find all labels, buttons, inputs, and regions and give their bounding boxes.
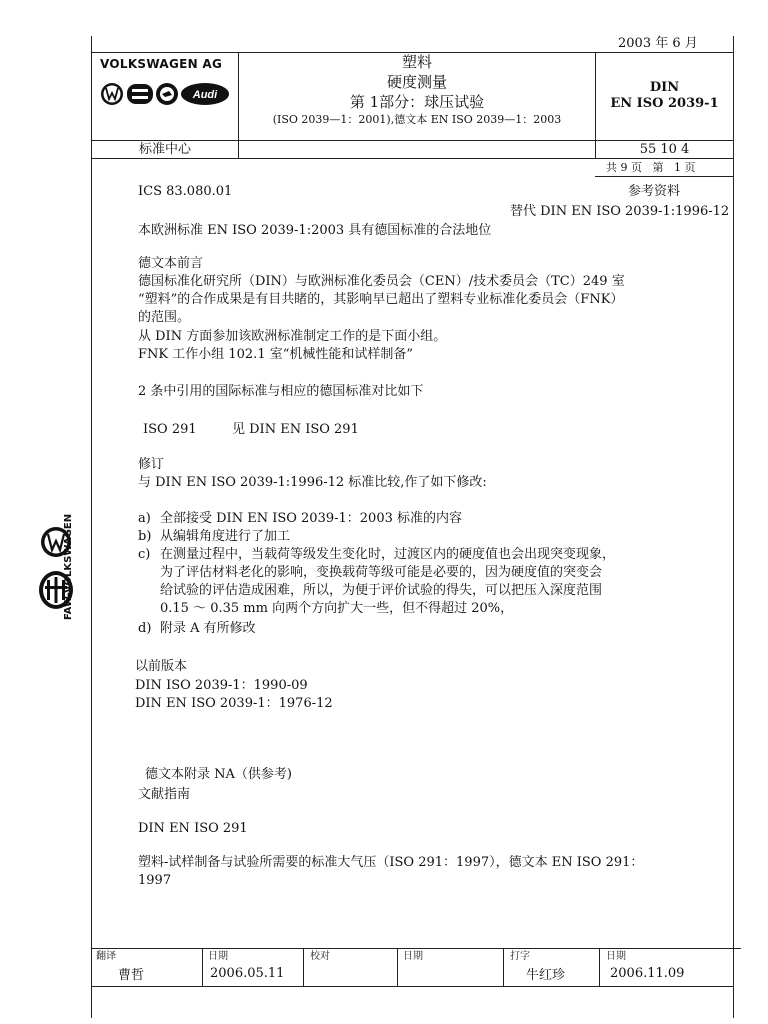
header-bottom-rule [91,158,734,159]
foreword-title: 德文本前言 [138,256,204,271]
footer-label-proof: 校对 [310,951,330,962]
department: 标准中心 [138,142,191,157]
audi-logo-text: Audi [192,89,218,101]
comparison-left: ISO 291 [143,422,197,437]
foreword-line: 的范围。 [138,310,191,325]
footer-divider-4 [503,948,504,986]
header-date: 2003 年 6 月 [618,36,698,51]
bibliography-title: 文献指南 [138,787,191,802]
amendment-item [138,620,256,638]
previous-edition: DIN ISO 2039-1：1990-09 [135,678,308,693]
reference-note: 参考资料 [628,184,681,199]
foreword-line: 从 DIN 方面参加该欧洲标准制定工作的是下面小组。 [138,329,447,344]
bibliography-desc: 1997 [138,873,172,888]
footer-divider-1 [202,948,203,986]
footer-label-type: 打字 [510,951,530,962]
brand-logos [99,82,231,106]
seat-logo-icon [127,84,153,104]
list-marker: b) [138,529,152,544]
audi-logo-icon [181,83,229,105]
footer-divider-5 [599,948,600,986]
list-text: 从编辑角度进行了加工 [160,529,291,544]
frame-left-border [91,36,92,1018]
title-line-1: 塑料 [401,53,432,71]
footer-label-date3: 日期 [606,951,626,962]
title-line-3: 第 1部分：球压试验 [349,93,485,111]
din-number: EN ISO 2039-1 [610,96,719,111]
company-name: VOLKSWAGEN AG [100,57,223,71]
list-text: 附录 A 有所修改 [160,621,256,636]
footer-divider-2 [303,948,304,986]
comparison-right: 见 DIN EN ISO 291 [232,422,359,437]
list-marker: c) [138,547,151,562]
din-block [596,80,733,112]
previous-edition: DIN EN ISO 2039-1：1976-12 [135,696,333,711]
foreword-line: “塑料”的合作成果是有目共睹的，其影响早已超出了塑料专业标准化委员会（FNK） [138,292,624,307]
footer-label-translate: 翻译 [96,951,116,962]
header-row-rule [91,140,734,141]
list-text: 在测量过程中，当载荷等级发生变化时，过渡区内的硬度值也会出现突变现象， [160,547,616,562]
ics-code: ICS 83.080.01 [138,184,233,199]
frame-right-border [733,36,734,1018]
footer-value-type: 牛红珍 [526,968,566,983]
title-line-4: (ISO 2039—1：2001),德文本 EN ISO 2039—1：2003 [272,113,562,126]
list-text: 全部接受 DIN EN ISO 2039-1：2003 标准的内容 [160,511,462,526]
footer-top-rule [91,948,741,949]
footer-divider-3 [397,948,398,986]
din-label: DIN [649,80,680,95]
comparison-title: 2 条中引用的国际标准与相应的德国标准对比如下 [138,384,424,399]
bibliography-ref: DIN EN ISO 291 [138,821,248,836]
page-count: 共 9 页 第 1 页 [606,161,696,174]
footer-label-date1: 日期 [208,951,228,962]
footer-value-date3: 2006.11.09 [610,966,685,981]
side-brand-text: FAW-VOLKSWAGEN [63,513,74,620]
amendment-item [138,510,462,528]
annex-title: 德文本附录 NA（供参考) [145,767,292,782]
bibliography-desc: 塑料-试样制备与试验所需要的标准大气压（ISO 291：1997），德文本 EN ISO 291： [138,855,644,870]
footer-bottom-rule [91,986,734,987]
footer-value-date1: 2006.05.11 [210,966,285,981]
list-marker: d) [138,621,152,636]
skoda-logo-icon [156,83,178,105]
amendments-title: 修订 [138,457,165,472]
class-code: 55 10 4 [639,142,690,157]
foreword-line: FNK 工作小组 102.1 室“机械性能和试样制备” [138,347,414,362]
amendment-continuation: 给试验的评估造成困难，所以，为便于评价试验的得失，可以把压入深度范围 [160,583,603,598]
status-line: 本欧洲标准 EN ISO 2039-1:2003 具有德国标准的合法地位 [138,223,492,238]
amendment-item [138,546,615,564]
amendment-continuation: 0.15 ～ 0.35 mm 向两个方向扩大一些，但不得超过 20%， [160,601,514,616]
previous-title: 以前版本 [135,659,188,674]
title-line-2: 硬度测量 [386,73,447,91]
replaces-note: 替代 DIN EN ISO 2039-1:1996-12 [510,204,730,219]
footer-label-date2: 日期 [403,951,423,962]
list-marker: a) [138,511,151,526]
footer-value-translate: 曹哲 [118,968,145,983]
foreword-line: 德国标准化研究所（DIN）与欧洲标准化委员会（CEN）/技术委员会（TC）249 室 [138,274,625,289]
pages-rule [595,176,734,177]
vw-logo-icon [101,83,123,105]
title-block [239,52,595,128]
amendment-continuation: 为了评估材料老化的影响，变换载荷等级可能是必要的，因为硬度值的突变会 [160,565,603,580]
header-top-rule [595,52,734,53]
amendments-intro: 与 DIN EN ISO 2039-1:1996-12 标准比较,作了如下修改: [138,475,487,490]
amendment-item [138,528,290,546]
